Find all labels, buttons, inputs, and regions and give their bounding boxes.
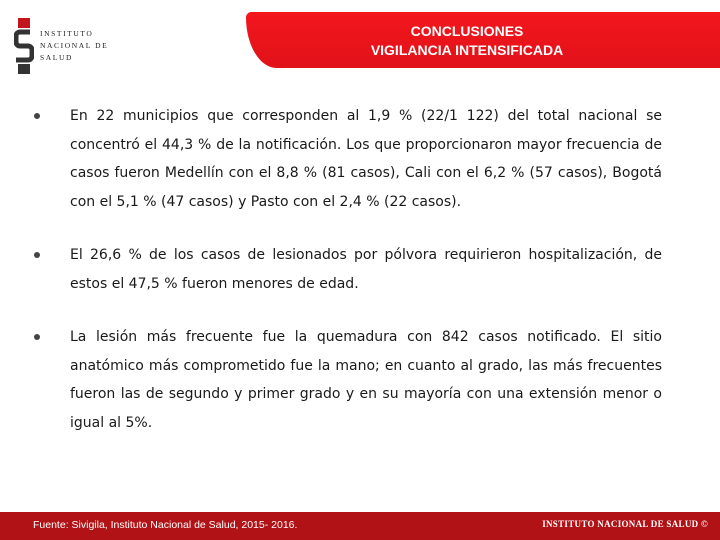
list-item: [34, 323, 662, 437]
conclusions-list: [34, 102, 662, 462]
ins-logo-mark-icon: [14, 18, 34, 74]
footer-source: Fuente: Sivigila, Instituto Nacional de Salud, 2015- 2016.: [33, 519, 298, 531]
footer-brand: INSTITUTO NACIONAL DE SALUD ©: [542, 519, 708, 529]
logo-line: SALUD: [40, 53, 74, 62]
bullet-text: La lesión más frecuente fue la quemadura con 842 casos notificado. El sitio anatómico más comprometido fue la mano; en cuanto al grado, las más frecuentes fueron las de segundo y primer grado y en su mayoría con una extensión menor o igual al 5%.: [70, 329, 662, 431]
bullet-text: En 22 municipios que corresponden al 1,9 % (22/1 122) del total nacional se concentró el 44,3 % de la notificación. Los que proporcionaron mayor frecuencia de casos fueron Medellín con el 8,8 % (81 casos), Cali con el 6,2 % (57 casos), Bogotá con el 5,1 % (47 casos) y Pasto con el 2,4 % (22 casos).: [70, 108, 662, 210]
logo-line: INSTITUTO: [40, 29, 94, 38]
page-title: [246, 22, 688, 60]
ins-logo: [12, 14, 122, 76]
title-line-2: VIGILANCIA INTENSIFICADA: [370, 42, 564, 58]
bullet-text: El 26,6 % de los casos de lesionados por pólvora requirieron hospitalización, de estos el 47,5 % fueron menores de edad.: [70, 247, 662, 292]
bullet-dot-icon: [34, 252, 40, 258]
bullet-dot-icon: [34, 334, 40, 340]
list-item: [34, 102, 662, 216]
logo-line: NACIONAL DE: [40, 41, 109, 50]
ins-logo-text: [40, 28, 108, 64]
title-line-1: CONCLUSIONES: [410, 23, 524, 39]
bullet-dot-icon: [34, 113, 40, 119]
list-item: [34, 241, 662, 298]
